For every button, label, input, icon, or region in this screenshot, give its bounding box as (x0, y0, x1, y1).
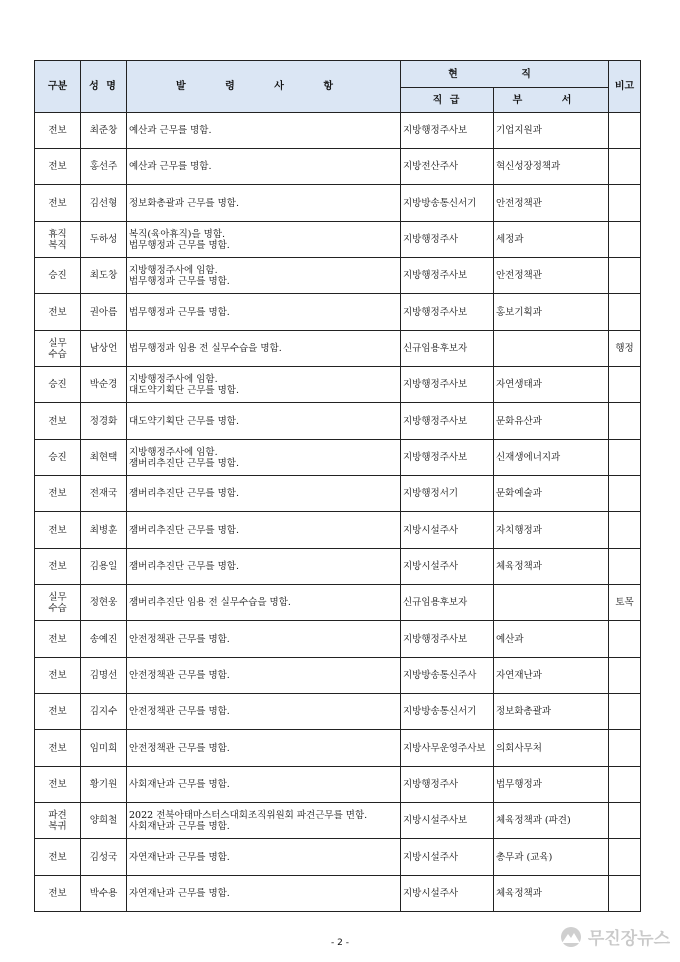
row-category: 전보 (35, 767, 81, 803)
row-note (609, 185, 641, 222)
row-name: 박순경 (81, 367, 127, 403)
row-dept: 홍보기획과 (494, 294, 609, 331)
row-category: 전보 (35, 512, 81, 549)
row-note (609, 839, 641, 876)
row-note (609, 767, 641, 803)
row-order: 정보화총괄과 근무를 명함. (127, 185, 401, 222)
row-dept: 세정과 (494, 222, 609, 258)
header-category: 구분 (35, 61, 81, 113)
table-row (35, 730, 641, 767)
row-note (609, 258, 641, 294)
row-order: 잼버리추진단 근무를 명함. (127, 549, 401, 585)
row-category: 전보 (35, 839, 81, 876)
row-category: 전보 (35, 621, 81, 658)
row-note: 토목 (609, 585, 641, 621)
row-grade: 지방행정주사보 (401, 294, 494, 331)
row-name: 양희철 (81, 803, 127, 839)
row-order: 잼버리추진단 근무를 명함. (127, 476, 401, 512)
row-name: 송예진 (81, 621, 127, 658)
row-category: 실무 수습 (35, 331, 81, 367)
row-category: 파견 복귀 (35, 803, 81, 839)
table-row (35, 440, 641, 476)
row-dept: 총무과 (교육) (494, 839, 609, 876)
row-dept: 의회사무처 (494, 730, 609, 767)
table-row (35, 694, 641, 730)
row-dept: 자연생태과 (494, 367, 609, 403)
table-row (35, 658, 641, 694)
row-dept (494, 331, 609, 367)
row-grade: 지방행정주사 (401, 222, 494, 258)
row-category: 전보 (35, 549, 81, 585)
row-order: 2022 전북아태마스터스대회조직위원회 파견근무를 면함. 사회재난과 근무를 명함. (127, 803, 401, 839)
table-row (35, 839, 641, 876)
row-category: 전보 (35, 149, 81, 185)
row-note (609, 694, 641, 730)
row-dept: 안전정책관 (494, 185, 609, 222)
row-order: 지방행정주사에 임함. 잼버리추진단 근무를 명함. (127, 440, 401, 476)
row-name: 남상언 (81, 331, 127, 367)
row-note (609, 512, 641, 549)
table-row (35, 149, 641, 185)
row-name: 김선형 (81, 185, 127, 222)
row-order: 지방행정주사에 임함. 대도약기획단 근무를 명함. (127, 367, 401, 403)
row-grade: 지방사무운영주사보 (401, 730, 494, 767)
personnel-order-table (34, 60, 641, 912)
row-order: 안전정책관 근무를 명함. (127, 694, 401, 730)
page-number: - 2 - (331, 938, 349, 948)
row-order: 예산과 근무를 명함. (127, 149, 401, 185)
row-dept: 정보화총괄과 (494, 694, 609, 730)
row-category: 전보 (35, 403, 81, 440)
row-grade: 지방행정주사보 (401, 258, 494, 294)
row-order: 잼버리추진단 임용 전 실무수습을 명함. (127, 585, 401, 621)
row-name: 김용일 (81, 549, 127, 585)
table-row (35, 367, 641, 403)
table-row (35, 549, 641, 585)
row-dept: 문화예술과 (494, 476, 609, 512)
row-order: 복직(육아휴직)을 명함. 법무행정과 근무를 명함. (127, 222, 401, 258)
row-note (609, 549, 641, 585)
row-order: 자연재난과 근무를 명함. (127, 839, 401, 876)
row-name: 박수용 (81, 876, 127, 912)
row-name: 두하성 (81, 222, 127, 258)
row-category: 실무 수습 (35, 585, 81, 621)
row-category: 전보 (35, 658, 81, 694)
row-note (609, 658, 641, 694)
header-current: 현 직 (401, 61, 609, 88)
row-grade: 지방시설주사 (401, 839, 494, 876)
table-row (35, 222, 641, 258)
row-order: 대도약기획단 근무를 명함. (127, 403, 401, 440)
row-grade: 지방방송통신주사 (401, 658, 494, 694)
row-note (609, 730, 641, 767)
row-order: 법무행정과 임용 전 실무수습을 명함. (127, 331, 401, 367)
row-note (609, 440, 641, 476)
row-order: 자연재난과 근무를 명함. (127, 876, 401, 912)
row-grade: 지방시설주사 (401, 512, 494, 549)
table-row (35, 331, 641, 367)
row-category: 전보 (35, 476, 81, 512)
header-note: 비고 (609, 61, 641, 113)
row-category: 전보 (35, 876, 81, 912)
row-dept: 예산과 (494, 621, 609, 658)
row-note (609, 113, 641, 149)
row-category: 승진 (35, 258, 81, 294)
row-category: 전보 (35, 730, 81, 767)
row-name: 최현택 (81, 440, 127, 476)
watermark (558, 924, 670, 949)
row-note (609, 403, 641, 440)
row-order: 안전정책관 근무를 명함. (127, 658, 401, 694)
row-category: 승진 (35, 440, 81, 476)
row-name: 정경화 (81, 403, 127, 440)
row-dept: 자치행정과 (494, 512, 609, 549)
row-dept: 혁신성장정책과 (494, 149, 609, 185)
table-row (35, 258, 641, 294)
table-row (35, 113, 641, 149)
row-note (609, 222, 641, 258)
header-order: 발 령 사 항 (127, 61, 401, 113)
row-dept: 문화유산과 (494, 403, 609, 440)
table-row (35, 294, 641, 331)
table-row (35, 767, 641, 803)
table-row (35, 476, 641, 512)
row-note (609, 876, 641, 912)
row-dept (494, 585, 609, 621)
row-dept: 체육정책과 (494, 549, 609, 585)
row-name: 최도창 (81, 258, 127, 294)
header-name: 성 명 (81, 61, 127, 113)
row-note (609, 367, 641, 403)
row-order: 안전정책관 근무를 명함. (127, 730, 401, 767)
row-grade: 신규임용후보자 (401, 585, 494, 621)
row-name: 최병훈 (81, 512, 127, 549)
row-name: 임미희 (81, 730, 127, 767)
row-grade: 지방행정주사보 (401, 113, 494, 149)
row-grade: 지방행정주사보 (401, 367, 494, 403)
row-note (609, 149, 641, 185)
row-order: 사회재난과 근무를 명함. (127, 767, 401, 803)
row-note (609, 803, 641, 839)
row-note (609, 294, 641, 331)
row-name: 권아름 (81, 294, 127, 331)
row-name: 전재국 (81, 476, 127, 512)
row-order: 예산과 근무를 명함. (127, 113, 401, 149)
row-name: 최준창 (81, 113, 127, 149)
row-grade: 지방전산주사 (401, 149, 494, 185)
row-category: 전보 (35, 294, 81, 331)
table-row (35, 585, 641, 621)
row-name: 김성국 (81, 839, 127, 876)
row-dept: 체육정책과 (파견) (494, 803, 609, 839)
row-dept: 기업지원과 (494, 113, 609, 149)
row-grade: 지방시설주사 (401, 876, 494, 912)
row-grade: 지방방송통신서기 (401, 185, 494, 222)
row-order: 법무행정과 근무를 명함. (127, 294, 401, 331)
watermark-text: 무진장뉴스 (587, 929, 670, 949)
row-dept: 자연재난과 (494, 658, 609, 694)
row-name: 정현웅 (81, 585, 127, 621)
row-name: 홍선주 (81, 149, 127, 185)
table-row (35, 803, 641, 839)
row-dept: 체육정책과 (494, 876, 609, 912)
row-note (609, 476, 641, 512)
row-note (609, 621, 641, 658)
table-body (35, 113, 641, 912)
row-category: 휴직 복직 (35, 222, 81, 258)
table-row (35, 876, 641, 912)
row-category: 승진 (35, 367, 81, 403)
table-row (35, 403, 641, 440)
row-grade: 지방행정주사보 (401, 440, 494, 476)
row-order: 안전정책관 근무를 명함. (127, 621, 401, 658)
row-dept: 안전정책관 (494, 258, 609, 294)
row-grade: 지방방송통신서기 (401, 694, 494, 730)
row-category: 전보 (35, 185, 81, 222)
row-dept: 법무행정과 (494, 767, 609, 803)
mountain-logo-icon (558, 926, 584, 948)
row-grade: 지방시설주사보 (401, 803, 494, 839)
row-category: 전보 (35, 694, 81, 730)
row-category: 전보 (35, 113, 81, 149)
row-grade: 신규임용후보자 (401, 331, 494, 367)
row-dept: 신재생에너지과 (494, 440, 609, 476)
header-grade: 직 급 (401, 88, 494, 113)
table-row (35, 621, 641, 658)
row-grade: 지방행정서기 (401, 476, 494, 512)
row-name: 김명선 (81, 658, 127, 694)
row-grade: 지방행정주사 (401, 767, 494, 803)
row-grade: 지방행정주사보 (401, 403, 494, 440)
row-name: 황기원 (81, 767, 127, 803)
row-name: 김지수 (81, 694, 127, 730)
table-row (35, 512, 641, 549)
row-grade: 지방행정주사보 (401, 621, 494, 658)
header-dept: 부 서 (494, 88, 609, 113)
row-order: 지방행정주사에 임함. 법무행정과 근무를 명함. (127, 258, 401, 294)
table-row (35, 185, 641, 222)
row-note: 행정 (609, 331, 641, 367)
row-order: 잼버리추진단 근무를 명함. (127, 512, 401, 549)
row-grade: 지방시설주사 (401, 549, 494, 585)
